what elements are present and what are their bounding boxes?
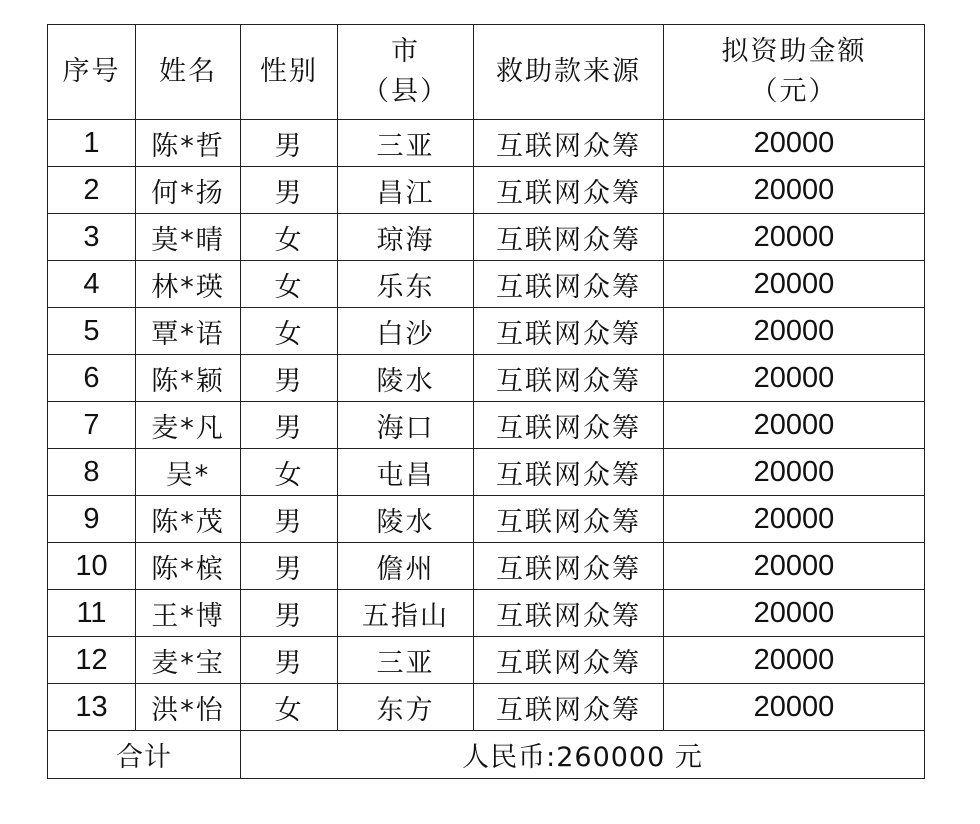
cell-gender: 男 bbox=[241, 355, 338, 402]
cell-index: 4 bbox=[48, 261, 136, 308]
cell-amount: 20000 bbox=[664, 402, 925, 449]
cell-city: 白沙 bbox=[338, 308, 474, 355]
cell-name: 陈*颖 bbox=[136, 355, 241, 402]
table-row bbox=[48, 684, 925, 731]
cell-city: 三亚 bbox=[338, 637, 474, 684]
cell-name: 洪*怡 bbox=[136, 684, 241, 731]
cell-gender: 男 bbox=[241, 590, 338, 637]
cell-source: 互联网众筹 bbox=[474, 590, 664, 637]
cell-source: 互联网众筹 bbox=[474, 355, 664, 402]
cell-name: 覃*语 bbox=[136, 308, 241, 355]
cell-city: 五指山 bbox=[338, 590, 474, 637]
cell-index: 11 bbox=[48, 590, 136, 637]
cell-source: 互联网众筹 bbox=[474, 120, 664, 167]
cell-name: 王*博 bbox=[136, 590, 241, 637]
cell-city: 海口 bbox=[338, 402, 474, 449]
header-amount bbox=[664, 25, 925, 120]
cell-gender: 男 bbox=[241, 402, 338, 449]
cell-index: 12 bbox=[48, 637, 136, 684]
cell-gender: 男 bbox=[241, 637, 338, 684]
cell-gender: 男 bbox=[241, 167, 338, 214]
cell-index: 6 bbox=[48, 355, 136, 402]
cell-gender: 男 bbox=[241, 120, 338, 167]
cell-index: 7 bbox=[48, 402, 136, 449]
cell-name: 麦*凡 bbox=[136, 402, 241, 449]
cell-amount: 20000 bbox=[664, 167, 925, 214]
cell-amount: 20000 bbox=[664, 637, 925, 684]
cell-source: 互联网众筹 bbox=[474, 449, 664, 496]
total-value: 人民币:260000 元 bbox=[241, 731, 925, 779]
cell-index: 3 bbox=[48, 214, 136, 261]
total-row bbox=[48, 731, 925, 779]
header-index: 序号 bbox=[48, 25, 136, 120]
table-row bbox=[48, 449, 925, 496]
cell-index: 9 bbox=[48, 496, 136, 543]
cell-gender: 男 bbox=[241, 543, 338, 590]
table-row bbox=[48, 167, 925, 214]
aid-recipients-table bbox=[47, 24, 925, 779]
cell-name: 陈*槟 bbox=[136, 543, 241, 590]
cell-amount: 20000 bbox=[664, 590, 925, 637]
cell-amount: 20000 bbox=[664, 449, 925, 496]
cell-city: 三亚 bbox=[338, 120, 474, 167]
cell-city: 陵水 bbox=[338, 355, 474, 402]
cell-source: 互联网众筹 bbox=[474, 637, 664, 684]
cell-gender: 女 bbox=[241, 684, 338, 731]
table-row bbox=[48, 308, 925, 355]
cell-index: 8 bbox=[48, 449, 136, 496]
cell-city: 陵水 bbox=[338, 496, 474, 543]
cell-index: 5 bbox=[48, 308, 136, 355]
cell-name: 麦*宝 bbox=[136, 637, 241, 684]
cell-index: 1 bbox=[48, 120, 136, 167]
cell-source: 互联网众筹 bbox=[474, 496, 664, 543]
header-city-line1: 市 bbox=[391, 36, 420, 67]
cell-index: 2 bbox=[48, 167, 136, 214]
cell-amount: 20000 bbox=[664, 543, 925, 590]
cell-source: 互联网众筹 bbox=[474, 308, 664, 355]
cell-source: 互联网众筹 bbox=[474, 684, 664, 731]
cell-source: 互联网众筹 bbox=[474, 402, 664, 449]
cell-city: 琼海 bbox=[338, 214, 474, 261]
cell-name: 陈*哲 bbox=[136, 120, 241, 167]
cell-gender: 女 bbox=[241, 214, 338, 261]
header-city-line2: （县） bbox=[362, 76, 449, 107]
cell-city: 屯昌 bbox=[338, 449, 474, 496]
cell-index: 13 bbox=[48, 684, 136, 731]
table-row bbox=[48, 120, 925, 167]
cell-name: 吴* bbox=[136, 449, 241, 496]
cell-name: 陈*茂 bbox=[136, 496, 241, 543]
cell-city: 昌江 bbox=[338, 167, 474, 214]
cell-amount: 20000 bbox=[664, 684, 925, 731]
cell-name: 莫*晴 bbox=[136, 214, 241, 261]
cell-gender: 女 bbox=[241, 261, 338, 308]
header-city bbox=[338, 25, 474, 120]
table-row bbox=[48, 261, 925, 308]
table-row bbox=[48, 637, 925, 684]
cell-amount: 20000 bbox=[664, 120, 925, 167]
cell-city: 乐东 bbox=[338, 261, 474, 308]
cell-gender: 女 bbox=[241, 449, 338, 496]
cell-name: 林*瑛 bbox=[136, 261, 241, 308]
table-row bbox=[48, 590, 925, 637]
header-amount-line1: 拟资助金额 bbox=[721, 36, 867, 67]
cell-index: 10 bbox=[48, 543, 136, 590]
total-label: 合计 bbox=[48, 731, 241, 779]
cell-amount: 20000 bbox=[664, 214, 925, 261]
cell-name: 何*扬 bbox=[136, 167, 241, 214]
cell-source: 互联网众筹 bbox=[474, 167, 664, 214]
table-row bbox=[48, 543, 925, 590]
cell-gender: 男 bbox=[241, 496, 338, 543]
cell-source: 互联网众筹 bbox=[474, 214, 664, 261]
header-name: 姓名 bbox=[136, 25, 241, 120]
table-row bbox=[48, 214, 925, 261]
cell-city: 东方 bbox=[338, 684, 474, 731]
cell-amount: 20000 bbox=[664, 261, 925, 308]
header-gender: 性别 bbox=[241, 25, 338, 120]
header-source: 救助款来源 bbox=[474, 25, 664, 120]
cell-city: 儋州 bbox=[338, 543, 474, 590]
cell-gender: 女 bbox=[241, 308, 338, 355]
cell-source: 互联网众筹 bbox=[474, 543, 664, 590]
table-row bbox=[48, 496, 925, 543]
header-row bbox=[48, 25, 925, 120]
table-row bbox=[48, 402, 925, 449]
table-row bbox=[48, 355, 925, 402]
header-amount-line2: （元） bbox=[750, 76, 838, 107]
cell-source: 互联网众筹 bbox=[474, 261, 664, 308]
cell-amount: 20000 bbox=[664, 355, 925, 402]
cell-amount: 20000 bbox=[664, 496, 925, 543]
cell-amount: 20000 bbox=[664, 308, 925, 355]
